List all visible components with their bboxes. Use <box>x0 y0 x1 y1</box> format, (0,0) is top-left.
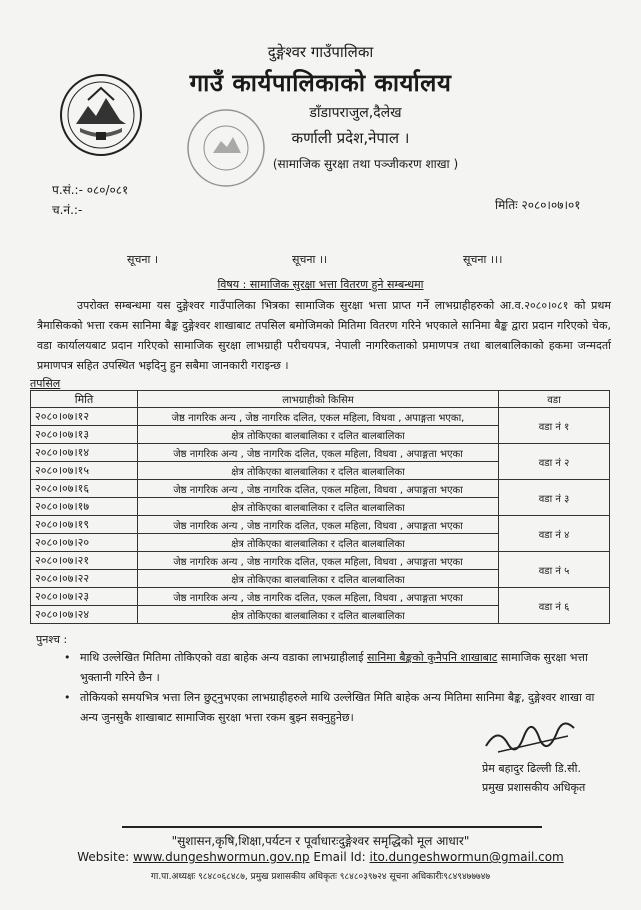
ward-cell: वडा नं ४ <box>499 516 610 552</box>
ward-cell: वडा नं २ <box>499 444 610 480</box>
notice-heading-3: सूचना ।।। <box>463 253 503 266</box>
website-label: Website: <box>77 850 133 864</box>
beneficiary-cell: जेष्ठ नागरिक अन्य , जेष्ठ नागरिक दलित, एकल महिला, विधवा , अपाङ्गता भएका <box>138 480 499 498</box>
date-cell: २०८०।०७।२१ <box>31 552 138 570</box>
date-cell: २०८०।०७।१५ <box>31 462 138 480</box>
notice-heading-2: सूचना ।। <box>292 253 328 266</box>
footer-contact: गा.पा.अध्यक्षः ९८४८०६८४८७, प्रमुख प्रशासकीय अधिकृतः ९८४८०३९७२४ सूचना अधिकारीः९८४९४७७७४७ <box>150 872 491 882</box>
date-cell: २०८०।०७।१३ <box>31 426 138 444</box>
ward-cell: वडा नं ३ <box>499 480 610 516</box>
beneficiary-cell: क्षेत्र तोकिएका बालबालिका र दलित बालबालिका <box>138 462 499 480</box>
table-row <box>31 480 610 498</box>
schedule-label: तपसिल <box>30 377 61 390</box>
date-cell: २०८०।०७।२४ <box>31 606 138 624</box>
date-cell: २०८०।०७।२३ <box>31 588 138 606</box>
beneficiary-cell: जेष्ठ नागरिक अन्य , जेष्ठ नागरिक दलित, एकल महिला, विधवा , अपाङ्गता भएका <box>138 588 499 606</box>
beneficiary-cell: क्षेत्र तोकिएका बालबालिका र दलित बालबालिका <box>138 570 499 588</box>
office-address: डाँडापराजुल,दैलेख <box>309 105 402 121</box>
body-paragraph: उपरोक्त सम्बन्धमा यस दुङ्गेश्वर गाउँपालिका भित्रका सामाजिक सुरक्षा भत्ता प्राप्त गर्ने लाभग्राहीहरुको आ.व.२०८०।०८१ को प्रथम त्रैमासिकको भत्ता रकम सानिमा बैङ्क दुङ्गेश्वर शाखाबाट तपसिल बमोजिमको मितिमा वितरण गरिने भएकाले सानिमा बैङ्क द्वारा प्रदान गरिएको चेक, वडा कार्यालयबाट प्रदान गरिएको सामाजिक सुरक्षा लाभग्राही परीचयपत्र, नेपाली नागरिकताको प्रमाणपत्र तथा बालबालिकाको हकमा जन्मदर्ता प्रमाणपत्र सहित उपस्थित भइदिनु हुन सबैमा जानकारी गराइन्छ । <box>37 299 611 372</box>
postscript-label: पुनश्च : <box>36 633 68 646</box>
org-name: दुङ्गेश्वर गाउँपालिका <box>267 43 374 61</box>
ward-cell: वडा नं ६ <box>499 588 610 624</box>
signatory-name: प्रेम बहादुर ढिल्ली डि.सी. <box>482 762 581 775</box>
bullet-1-highlight: सानिमा बैङ्कको कुनैपनि शाखाबाट <box>367 651 498 664</box>
header-beneficiary: लाभग्राहीको किसिम <box>138 391 499 408</box>
beneficiary-cell: जेष्ठ नागरिक अन्य , जेष्ठ नागरिक दलित, एकल महिला, विधवा , अपाङ्गता भएका <box>138 516 499 534</box>
footer-web-email <box>0 850 641 864</box>
signatory-title: प्रमुख प्रशासकीय अधिकृत <box>482 781 586 794</box>
beneficiary-cell: जेष्ठ नागरिक अन्य , जेष्ठ नागरिक दलित, एकल महिला, विधवा , अपाङ्गता भएका <box>138 444 499 462</box>
date-cell: २०८०।०७।१४ <box>31 444 138 462</box>
bullet-1-text-post: सामाजिक सुरक्षा भत्ता भुक्तानी गरिने छैन । <box>80 651 588 684</box>
footer-motto: "सुशासन,कृषि,शिक्षा,पर्यटन र पूर्वाधारःदुङ्गेश्वर समृद्धिको मूल आधार" <box>171 834 470 848</box>
header-ward: वडा <box>499 391 610 408</box>
beneficiary-cell: क्षेत्र तोकिएका बालबालिका र दलित बालबालिका <box>138 534 499 552</box>
table-row <box>31 408 610 426</box>
beneficiary-cell: जेष्ठ नागरिक अन्य , जेष्ठ नागरिक दलित, एकल महिला, विधवा , अपाङ्गता भएका <box>138 552 499 570</box>
office-name: गाउँ कार्यपालिकाको कार्यालय <box>189 69 452 97</box>
email-link[interactable]: ito.dungeshwormun@gmail.com <box>369 850 564 864</box>
beneficiary-cell: क्षेत्र तोकिएका बालबालिका र दलित बालबालिका <box>138 426 499 444</box>
subject-line <box>0 277 641 292</box>
table-row <box>31 588 610 606</box>
postscript-bullet-2: • तोकियको समयभित्र भत्ता लिन छुट्नुभएका लाभग्राहीहरुले माथि उल्लेखित मिति बाहेक अन्य मितिमा सानिमा बैङ्क, दुङ्गेश्वर शाखा वा अन्य जुनसुकै शाखाबाट सामाजिक सुरक्षा भत्ता रकम बुझ्न सक्नुहुनेछ। <box>80 688 610 728</box>
website-link[interactable]: www.dungeshwormun.gov.np <box>132 850 310 864</box>
subject-text: विषय : सामाजिक सुरक्षा भत्ता वितरण हुने सम्बन्धमा <box>217 278 424 291</box>
beneficiary-cell: क्षेत्र तोकिएका बालबालिका र दलित बालबालिका <box>138 606 499 624</box>
table-row <box>31 552 610 570</box>
date-cell: २०८०।०७।२२ <box>31 570 138 588</box>
date-cell: २०८०।०७।२० <box>31 534 138 552</box>
table-row <box>31 444 610 462</box>
letter-date: मितिः २०८०।०७।०१ <box>495 198 581 212</box>
ward-cell: वडा नं ५ <box>499 552 610 588</box>
province: कर्णाली प्रदेश,नेपाल । <box>291 129 410 147</box>
ward-cell: वडा नं १ <box>499 408 610 444</box>
handwritten-signature <box>478 706 588 766</box>
footer-divider <box>122 826 542 828</box>
notice-heading-1: सूचना । <box>127 253 159 266</box>
bullet-1-text-pre: माथि उल्लेखित मितिमा तोकिएको वडा बाहेक अन्य वडाका लाभग्राहीलाई <box>80 651 368 664</box>
table-header-row <box>31 391 610 408</box>
postscript-bullet-1 <box>80 648 610 688</box>
date-cell: २०८०।०७।१७ <box>31 498 138 516</box>
section-name: (सामाजिक सुरक्षा तथा पञ्जीकरण शाखा ) <box>272 157 459 171</box>
beneficiary-cell: जेष्ठ नागरिक अन्य , जेष्ठ नागरिक दलित, एकल महिला, विधवा , अपाङ्गता भएका, <box>138 408 499 426</box>
email-label: Email Id: <box>309 850 370 864</box>
beneficiary-cell: क्षेत्र तोकिएका बालबालिका र दलित बालबालिका <box>138 498 499 516</box>
reference-number: प.सं.:- ०८०/०८१ <box>52 183 129 197</box>
header-date: मिति <box>31 391 138 408</box>
distribution-schedule-table <box>30 390 610 624</box>
date-cell: २०८०।०७।१९ <box>31 516 138 534</box>
office-stamp <box>183 105 269 191</box>
dispatch-number: च.नं.:- <box>52 203 83 217</box>
date-cell: २०८०।०७।१६ <box>31 480 138 498</box>
table-row <box>31 516 610 534</box>
date-cell: २०८०।०७।१२ <box>31 408 138 426</box>
